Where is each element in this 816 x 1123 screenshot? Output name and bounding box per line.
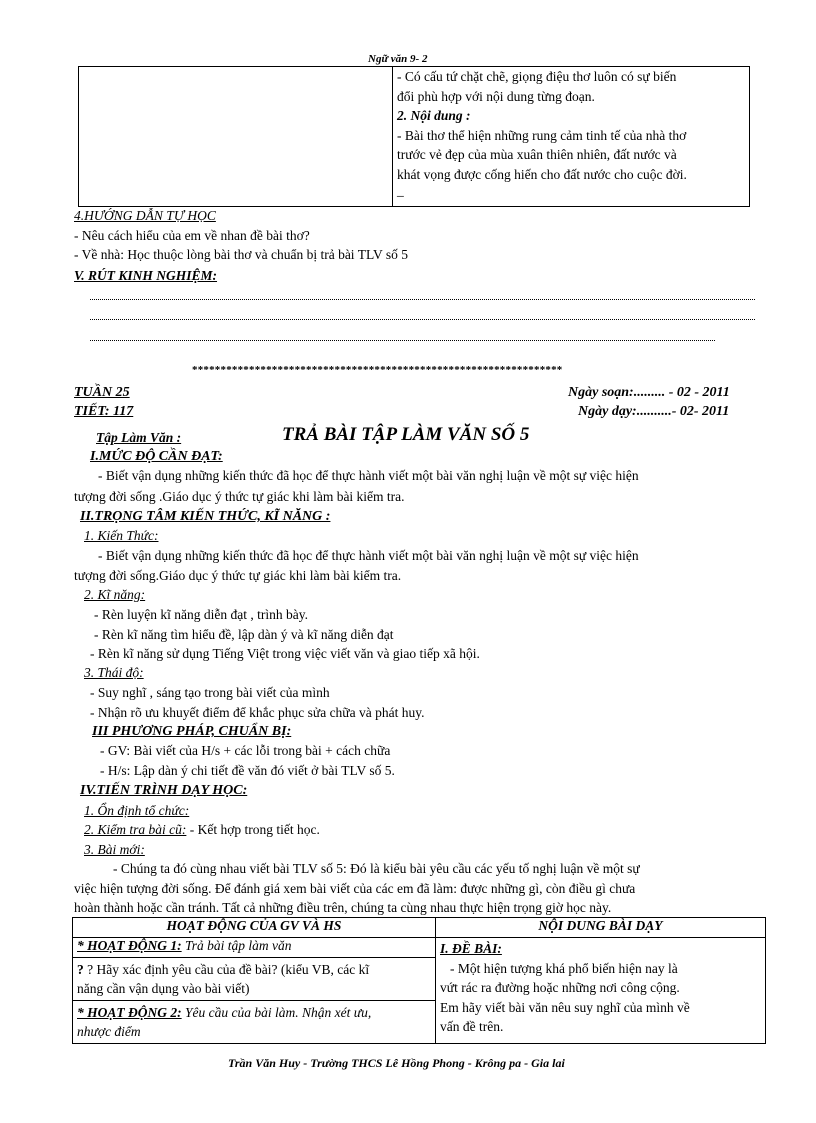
kien-thuc-line: - Biết vận dụng những kiến thức đã học để thực hành viết một bài văn nghị luận về một sự việc hiện bbox=[98, 548, 639, 563]
hd2-cell bbox=[73, 1001, 436, 1044]
phuong-phap-line: - H/s: Lập dàn ý chi tiết đề văn đó viết ở bài TLV số 5. bbox=[100, 763, 395, 778]
tiet-label: TIẾT: 117 bbox=[74, 404, 134, 419]
de-bai-heading: I. ĐỀ BÀI: bbox=[440, 941, 502, 956]
activity-table bbox=[72, 917, 766, 1044]
ki-nang-line: - Rèn kĩ năng sử dụng Tiếng Việt trong việc viết văn và giao tiếp xã hội. bbox=[90, 646, 480, 661]
noi-dung-line: trước vẻ đẹp của mùa xuân thiên nhiên, đất nước và bbox=[397, 147, 677, 162]
top-table-line: đổi phù hợp với nội dung từng đoạn. bbox=[397, 88, 595, 104]
hd1-label: * HOẠT ĐỘNG 1: bbox=[77, 938, 182, 953]
thai-do-line: - Suy nghĩ , sáng tạo trong bài viết của mình bbox=[90, 685, 330, 700]
thai-do-heading: 3. Thái độ: bbox=[84, 665, 144, 680]
question-cell bbox=[73, 958, 436, 1001]
rut-kinh-nghiem-heading: V. RÚT KINH NGHIỆM: bbox=[74, 268, 218, 283]
de-bai-line: - Một hiện tượng khá phổ biến hiện nay là bbox=[450, 960, 678, 976]
question-line: ? ? Hãy xác định yêu cầu của đề bài? (kiểu VB, các kĩ bbox=[77, 962, 370, 977]
noi-dung-line: - Bài thơ thể hiện những rung cảm tinh tế của nhà thơ bbox=[397, 127, 687, 143]
bai-moi-line: - Chúng ta đó cùng nhau viết bài TLV số 5: Đó là kiểu bài yêu cầu các yếu tố nghị luận về một sự bbox=[113, 861, 640, 876]
ngay-soan: Ngày soạn:......... - 02 - 2011 bbox=[568, 385, 730, 400]
kiem-tra-bai-cu bbox=[84, 822, 320, 838]
bai-moi-line: hoàn thành hoặc cần tránh. Tất cả những điều trên, chúng ta cùng nhau thực hiện trọng giờ học này. bbox=[74, 900, 612, 915]
de-bai-line: Em hãy viết bài văn nêu suy nghĩ của mình về bbox=[440, 999, 690, 1015]
tuan-label: TUẦN 25 bbox=[74, 385, 130, 400]
top-table-line: - Có cấu tứ chặt chẽ, giọng điệu thơ luôn có sự biến bbox=[397, 69, 677, 84]
phuong-phap-line: - GV: Bài viết của H/s + các lỗi trong bài + cách chữa bbox=[100, 743, 391, 758]
hd2-text: Yêu cầu của bài làm. Nhận xét ưu, bbox=[181, 1005, 372, 1020]
ki-nang-line: - Rèn kĩ năng tìm hiểu đề, lập dàn ý và kĩ năng diễn đạt bbox=[94, 627, 394, 642]
hd2-line bbox=[77, 1003, 431, 1022]
huong-dan-item: - Về nhà: Học thuộc lòng bài thơ và chuẩn bị trả bài TLV số 5 bbox=[74, 247, 408, 262]
kien-thuc-heading: 1. Kiến Thức: bbox=[84, 528, 159, 543]
top-content-table bbox=[78, 66, 750, 207]
ngay-day: Ngày dạy:..........- 02- 2011 bbox=[578, 404, 730, 419]
tien-trinh-heading: IV.TIẾN TRÌNH DẠY HỌC: bbox=[80, 783, 248, 798]
hd1-cell bbox=[73, 938, 436, 958]
separator-stars: ***************************************************************** bbox=[192, 364, 563, 376]
page-header: Ngữ văn 9- 2 bbox=[368, 53, 428, 65]
dotted-line bbox=[90, 298, 755, 300]
subject-label: Tập Làm Văn : bbox=[96, 430, 182, 445]
muc-do-heading: I.MỨC ĐỘ CẦN ĐẠT: bbox=[90, 449, 223, 464]
top-table-right-cell bbox=[393, 67, 750, 207]
top-table-left-cell bbox=[79, 67, 393, 207]
kiem-tra-label: 2. Kiểm tra bài cũ: bbox=[84, 822, 187, 837]
kien-thuc-line: tượng đời sống.Giáo dục ý thức tự giác khi làm bài kiểm tra. bbox=[74, 568, 402, 583]
noi-dung-line: khát vọng được cống hiến cho đất nước cho cuộc đời. bbox=[397, 166, 687, 182]
hd1-text: Trả bài tập làm văn bbox=[181, 938, 292, 953]
dotted-line bbox=[90, 339, 715, 341]
hd2-line-2: nhược điểm bbox=[77, 1024, 141, 1039]
muc-do-line: - Biết vận dụng những kiến thức đã học để thực hành viết một bài văn nghị luận về một sự việc hiện bbox=[98, 468, 639, 483]
question-line: năng cần vận dụng vào bài viết) bbox=[77, 981, 250, 996]
on-dinh-heading: 1. Ổn định tổ chức: bbox=[84, 803, 190, 818]
col1-header: HOẠT ĐỘNG CỦA GV VÀ HS bbox=[73, 918, 436, 938]
huong-dan-item: - Nêu cách hiểu của em về nhan đề bài thơ? bbox=[74, 228, 310, 243]
ki-nang-heading: 2. Kĩ năng: bbox=[84, 587, 146, 602]
col2-header: NỘI DUNG BÀI DẠY bbox=[436, 918, 766, 938]
thai-do-line: - Nhận rõ ưu khuyết điểm để khắc phục sửa chữa và phát huy. bbox=[90, 705, 425, 720]
lesson-title: TRẢ BÀI TẬP LÀM VĂN SỐ 5 bbox=[282, 424, 530, 445]
trong-tam-heading: II.TRỌNG TÂM KIẾN THỨC, KĨ NĂNG : bbox=[80, 509, 331, 524]
muc-do-line: tượng đời sống .Giáo dục ý thức tự giác khi làm bài kiểm tra. bbox=[74, 489, 405, 504]
ki-nang-line: - Rèn luyện kĩ năng diễn đạt , trình bày. bbox=[94, 607, 308, 622]
dotted-line bbox=[90, 318, 755, 320]
dash-mark: _ bbox=[397, 183, 404, 198]
de-bai-line: vấn đề trên. bbox=[440, 1019, 504, 1034]
de-bai-line: vứt rác ra đường hoặc những nơi công cộng. bbox=[440, 980, 680, 995]
de-bai-cell bbox=[436, 938, 766, 1044]
bai-moi-heading: 3. Bài mới: bbox=[84, 842, 145, 857]
bai-moi-line: việc hiện tượng đời sống. Để đánh giá xem bài viết của các em đã làm: được những gì, còn điều gì chưa bbox=[74, 881, 636, 896]
page-footer: Trần Văn Huy - Trường THCS Lê Hồng Phong - Krông pa - Gia lai bbox=[228, 1056, 565, 1070]
kiem-tra-text: - Kết hợp trong tiết học. bbox=[186, 822, 320, 837]
huong-dan-heading: 4.HƯỚNG DẪN TỰ HỌC bbox=[74, 208, 216, 223]
noi-dung-heading: 2. Nội dung : bbox=[397, 108, 471, 123]
phuong-phap-heading: III PHƯƠNG PHÁP, CHUẨN BỊ: bbox=[92, 724, 292, 739]
hd2-label: * HOẠT ĐỘNG 2: bbox=[77, 1005, 182, 1020]
